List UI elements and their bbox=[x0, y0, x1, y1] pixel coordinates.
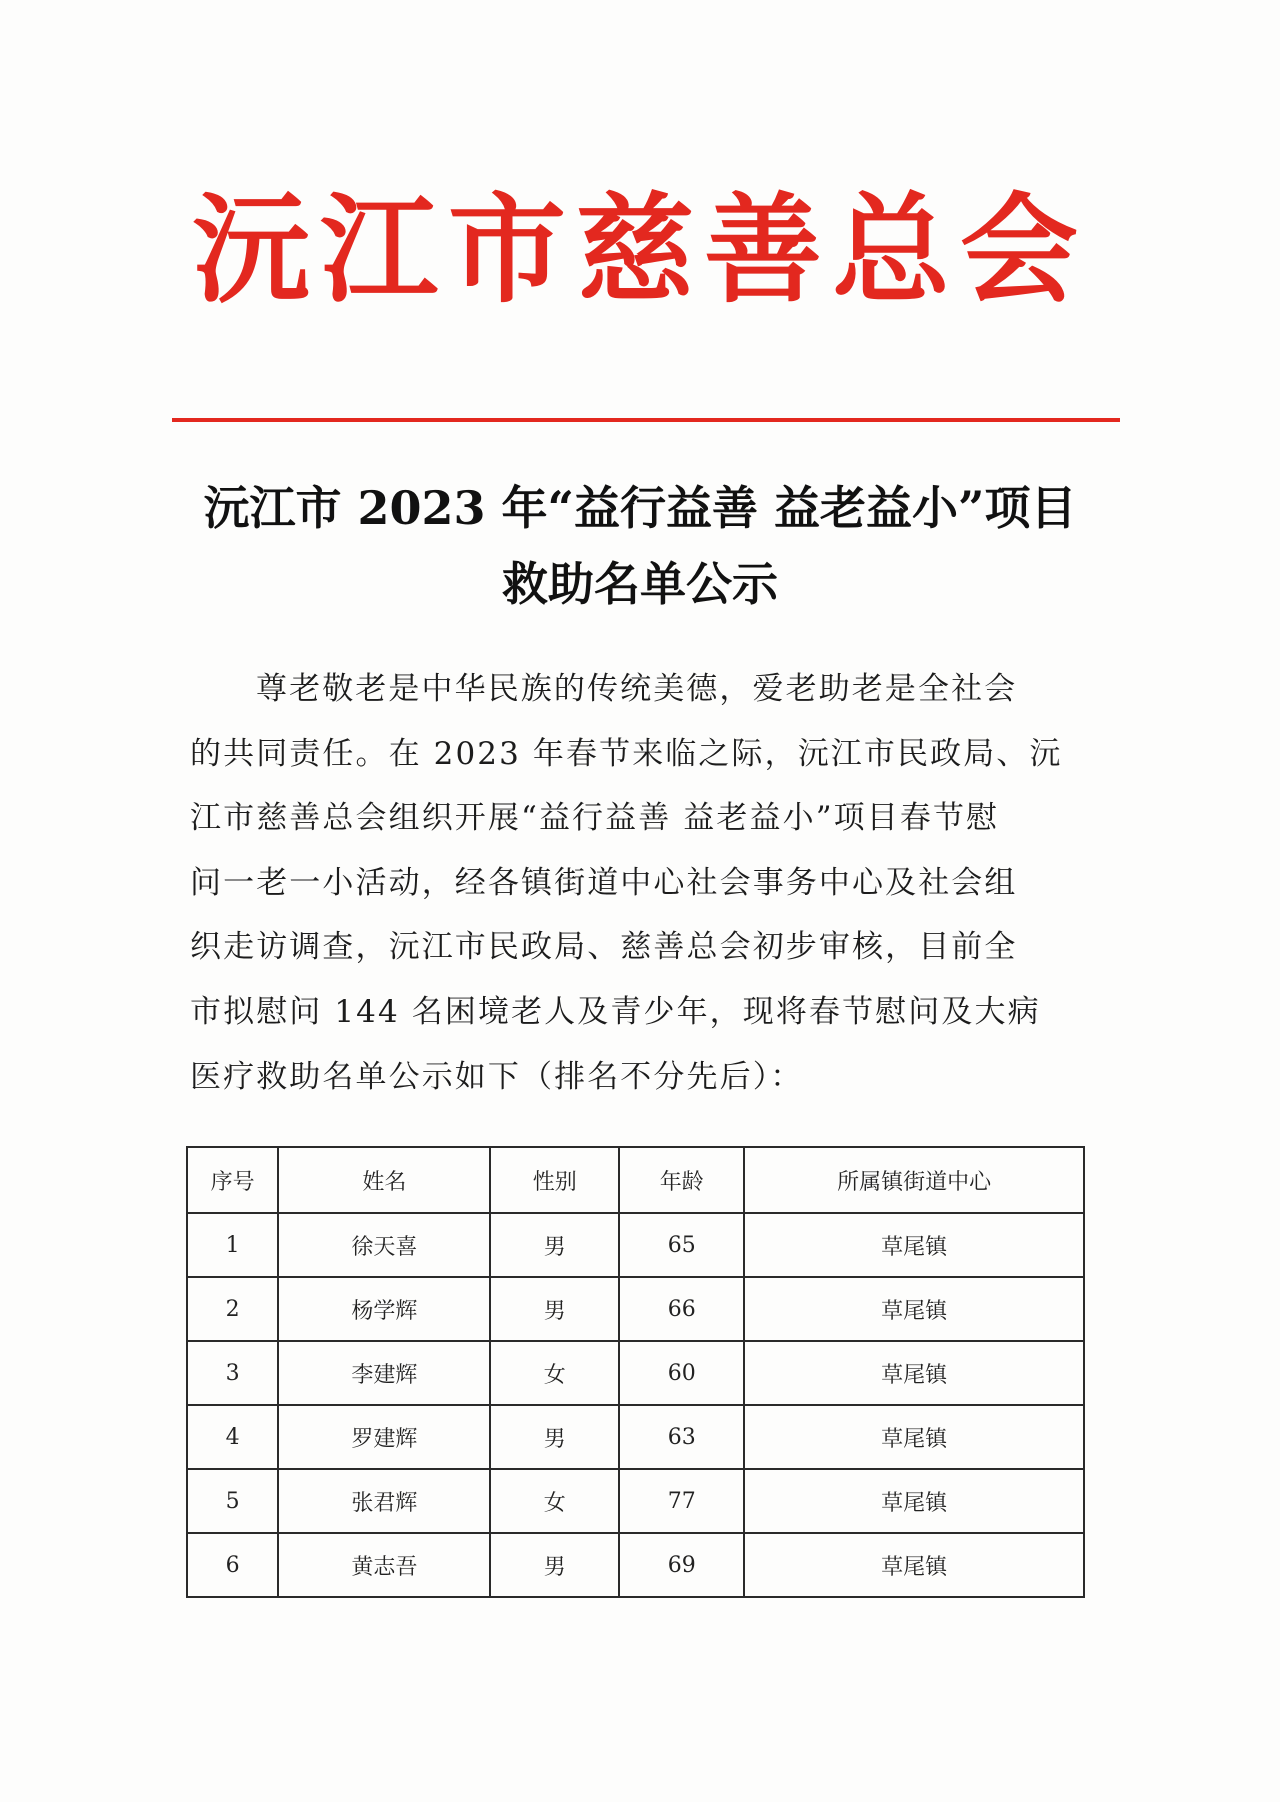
document-title-line-1: 沅江市 2023 年“益行益善 益老益小”项目 bbox=[203, 481, 1077, 535]
cell-name: 李建辉 bbox=[278, 1341, 490, 1405]
cell-gender: 男 bbox=[490, 1213, 619, 1277]
letterhead-divider bbox=[172, 418, 1120, 422]
announcement-paragraph bbox=[190, 657, 1090, 1109]
paragraph-line: 市拟慰问 144 名困境老人及青少年，现将春节慰问及大病 bbox=[190, 993, 1041, 1030]
header-age: 年龄 bbox=[619, 1147, 744, 1213]
document-title bbox=[150, 470, 1130, 622]
header-gender: 性别 bbox=[490, 1147, 619, 1213]
paragraph-line: 问一老一小活动，经各镇街道中心社会事务中心及社会组 bbox=[190, 864, 1018, 901]
cell-serial-number: 1 bbox=[187, 1213, 278, 1277]
table-header-row bbox=[187, 1147, 1084, 1213]
cell-serial-number: 2 bbox=[187, 1277, 278, 1341]
cell-serial-number: 4 bbox=[187, 1405, 278, 1469]
cell-town-center: 草尾镇 bbox=[744, 1533, 1084, 1597]
table-row bbox=[187, 1533, 1084, 1597]
cell-gender: 男 bbox=[490, 1533, 619, 1597]
paragraph-line: 尊老敬老是中华民族的传统美德，爱老助老是全社会 bbox=[256, 671, 1018, 707]
header-name: 姓名 bbox=[278, 1147, 490, 1213]
cell-serial-number: 5 bbox=[187, 1469, 278, 1533]
cell-age: 63 bbox=[619, 1405, 744, 1469]
letterhead-title: 沅江市慈善总会 bbox=[191, 180, 1088, 319]
cell-age: 65 bbox=[619, 1213, 744, 1277]
cell-age: 66 bbox=[619, 1277, 744, 1341]
cell-town-center: 草尾镇 bbox=[744, 1341, 1084, 1405]
cell-age: 69 bbox=[619, 1533, 744, 1597]
cell-serial-number: 6 bbox=[187, 1533, 278, 1597]
cell-age: 60 bbox=[619, 1341, 744, 1405]
paragraph-line: 的共同责任。在 2023 年春节来临之际，沅江市民政局、沅 bbox=[190, 735, 1063, 772]
cell-gender: 男 bbox=[490, 1277, 619, 1341]
cell-gender: 女 bbox=[490, 1469, 619, 1533]
paragraph-line: 江市慈善总会组织开展“益行益善 益老益小”项目春节慰 bbox=[190, 800, 1000, 837]
table-row bbox=[187, 1341, 1084, 1405]
table-row bbox=[187, 1213, 1084, 1277]
table-row bbox=[187, 1277, 1084, 1341]
cell-gender: 男 bbox=[490, 1405, 619, 1469]
paragraph-line: 织走访调查，沅江市民政局、慈善总会初步审核，目前全 bbox=[190, 929, 1018, 966]
header-serial-number: 序号 bbox=[187, 1147, 278, 1213]
table-row bbox=[187, 1405, 1084, 1469]
cell-town-center: 草尾镇 bbox=[744, 1469, 1084, 1533]
cell-serial-number: 3 bbox=[187, 1341, 278, 1405]
cell-town-center: 草尾镇 bbox=[744, 1405, 1084, 1469]
cell-name: 罗建辉 bbox=[278, 1405, 490, 1469]
cell-town-center: 草尾镇 bbox=[744, 1277, 1084, 1341]
cell-gender: 女 bbox=[490, 1341, 619, 1405]
document-title-line-2: 救助名单公示 bbox=[502, 557, 778, 611]
paragraph-line: 医疗救助名单公示如下（排名不分先后）： bbox=[190, 1058, 804, 1095]
aid-recipient-table bbox=[186, 1146, 1085, 1598]
table-row bbox=[187, 1469, 1084, 1533]
cell-name: 徐天喜 bbox=[278, 1213, 490, 1277]
cell-name: 张君辉 bbox=[278, 1469, 490, 1533]
cell-age: 77 bbox=[619, 1469, 744, 1533]
header-town-center: 所属镇街道中心 bbox=[744, 1147, 1084, 1213]
cell-town-center: 草尾镇 bbox=[744, 1213, 1084, 1277]
cell-name: 黄志吾 bbox=[278, 1533, 490, 1597]
cell-name: 杨学辉 bbox=[278, 1277, 490, 1341]
